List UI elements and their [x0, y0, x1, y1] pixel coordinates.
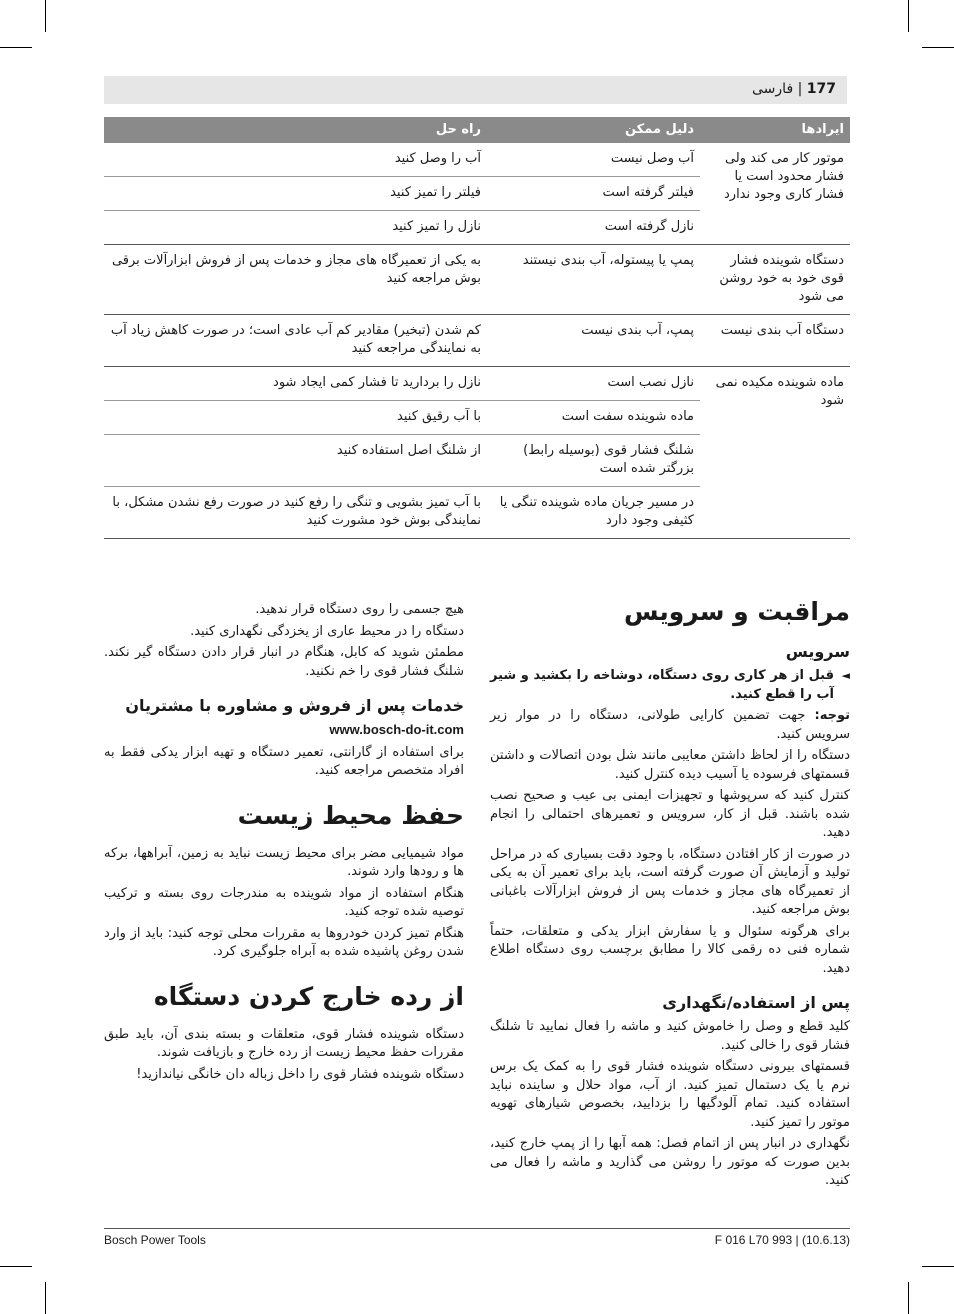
paragraph: قسمتهای بیرونی دستگاه شوینده فشار قوی را به کمک یک برس نرم یا یک دستمال تمیز کنید. از آب، مواد حلال و ساینده نباید استفاده کنید. تمام آلودگیها را بزدایید، بخصوص شیارهای تهویه موتور را تمیز کنید. — [490, 1059, 850, 1130]
cause-cell: نازل گرفته است — [487, 211, 700, 245]
warning-text: قبل از هر کاری روی دستگاه، دوشاخه را بکشید و شیر آب را قطع کنید. — [490, 668, 834, 702]
remedy-cell: نازل را تمیز کنید — [104, 211, 487, 245]
cause-cell: آب وصل نیست — [487, 143, 700, 177]
note-text: جهت تضمین کارایی طولانی، دستگاه را در موار زیر سرویس کنید. — [490, 708, 850, 742]
paragraph: دستگاه شوینده فشار قوی، متعلقات و بسته بندی آن، باید طبق مقررات حفظ محیط زیست از رده خارج و بازیافت شوند. — [104, 1026, 464, 1060]
footer-doc-code: F 016 L70 993 | (10.6.13) — [714, 1233, 850, 1247]
paragraph: نگهداری در انبار پس از اتمام فصل: همه آبها را از پمپ خارج کنید، بدین صورت که موتور را روشن می گذارید و ماشه را فعال می کنید. — [490, 1136, 850, 1188]
crop-mark — [908, 0, 909, 32]
after-use-heading: پس از استفاده/نگهداری — [662, 993, 850, 1012]
page-header-label — [752, 81, 836, 97]
header-divider — [847, 76, 850, 104]
cause-cell: ماده شوینده سفت است — [487, 401, 700, 435]
warning-bullet — [490, 667, 850, 704]
footer-divider — [104, 1228, 850, 1229]
table-row — [104, 367, 850, 401]
section-title-disposal: از رده خارج کردن دستگاه — [153, 981, 464, 1011]
fault-cell: دستگاه آب بندی نیست — [700, 315, 850, 367]
paragraph: دستگاه شوینده فشار قوی را داخل زباله دان خانگی نیاندازید! — [136, 1066, 464, 1082]
cause-cell: فیلتر گرفته است — [487, 177, 700, 211]
remedy-cell: کم شدن (تبخیر) مقادیر کم آب عادی است؛ در صورت کاهش زیاد آب به نمایندگی مراجعه کنید — [104, 315, 487, 367]
crop-mark — [0, 1266, 32, 1267]
crop-mark — [922, 1266, 954, 1267]
remedy-cell: به یکی از تعمیرگاه های مجاز و خدمات پس از فروش ابزارآلات برقی بوش مراجعه کنید — [104, 245, 487, 315]
paragraph: برای استفاده از گارانتی، تعمیر دستگاه و تهیه ابزار یدکی فقط به افراد متخصص مراجعه کنید. — [104, 744, 464, 778]
fault-cell: ماده شوینده مکیده نمی شود — [700, 367, 850, 539]
service-heading: سرویس — [785, 642, 850, 661]
remedy-cell: با آب رقیق کنید — [104, 401, 487, 435]
paragraph: هنگام تمیز کردن خودروها به مقررات محلی توجه کنید: باید از وارد شدن روغن پاشیده شده به آبراه جلوگیری کرد. — [104, 925, 464, 959]
paragraph: در صورت از کار افتادن دستگاه، با وجود دقت بسیاری که در مراحل تولید و آزمایش آن صورت گرفته است، باید برای تعمیر آن به یکی از تعمیرگاه های مجاز و خدمات پس از فروش ابزارآلات باغبانی بوش مراجعه کنید. — [490, 846, 850, 917]
crop-mark — [922, 47, 954, 48]
cause-cell: در مسیر جریان ماده شوینده تنگی یا کثیفی وجود دارد — [487, 487, 700, 539]
note-paragraph — [490, 707, 850, 744]
paragraph: هیچ جسمی را روی دستگاه قرار ندهید. — [255, 602, 464, 617]
header-fault: ایرادها — [700, 117, 850, 143]
paragraph: کنترل کنید که سرپوشها و تجهیزات ایمنی بی عیب و صحیح نصب شده باشند. قبل از کار، سرویس و تعمیرهای احتمالی را انجام دهید. — [490, 788, 850, 840]
crop-mark — [45, 0, 46, 32]
table-row — [104, 245, 850, 315]
paragraph: مطمئن شوید که کابل، هنگام در انبار قرار دادن دستگاه گیر نکند. شلنگ فشار قوی را خم نکنید. — [104, 645, 464, 679]
website-link[interactable]: www.bosch-do-it.com — [329, 722, 464, 737]
page-number: 177 — [806, 81, 836, 97]
paragraph: کلید قطع و وصل را خاموش کنید و ماشه را فعال نمایید تا شلنگ فشار قوی را خالی کنید. — [490, 1019, 850, 1053]
section-title-care: مراقبت و سرویس — [624, 597, 850, 626]
bullet-triangle-icon: ◄ — [841, 669, 850, 682]
page-header — [104, 76, 850, 104]
remedy-cell: فیلتر را تمیز کنید — [104, 177, 487, 211]
remedy-cell: آب را وصل کنید — [104, 143, 487, 177]
header-cause: دلیل ممکن — [487, 117, 700, 143]
paragraph: مواد شیمیایی مضر برای محیط زیست نباید به زمین، آبراهها، برکه ها و رودها وارد شوند. — [104, 845, 464, 879]
left-column — [104, 601, 464, 1087]
customer-service-heading: خدمات پس از فروش و مشاوره با مشتریان — [125, 696, 464, 715]
paragraph: هنگام استفاده از مواد شوینده به مندرجات روی بسته و ترکیب توصیه شده توجه کنید. — [104, 885, 464, 919]
header-remedy: راه حل — [104, 117, 487, 143]
footer-brand: Bosch Power Tools — [104, 1233, 206, 1247]
cause-cell: شلنگ فشار قوی (بوسیله رابط) بزرگتر شده است — [487, 435, 700, 487]
fault-cell: دستگاه شوینده فشار قوی خود به خود روشن می شود — [700, 245, 850, 315]
cause-cell: پمپ، آب بندی نیست — [487, 315, 700, 367]
crop-mark — [45, 1282, 46, 1314]
fault-cell: موتور کار می کند ولی فشار محدود است یا فشار کاری وجود ندارد — [700, 143, 850, 245]
remedy-cell: نازل را بردارید تا فشار کمی ایجاد شود — [104, 367, 487, 401]
section-title-environment: حفظ محیط زیست — [237, 800, 464, 830]
paragraph: دستگاه را از لحاظ داشتن معایبی مانند شل بودن اتصالات و داشتن قسمتهای فرسوده یا آسیب دیده کنترل کنید. — [490, 748, 850, 782]
crop-mark — [0, 47, 32, 48]
remedy-cell: از شلنگ اصل استفاده کنید — [104, 435, 487, 487]
cause-cell: پمپ یا پیستوله، آب بندی نیستند — [487, 245, 700, 315]
table-header-row — [104, 117, 850, 143]
remedy-cell: با آب تمیز بشویی و تنگی را رفع کنید در صورت رفع نشدن مشکل، با نمایندگی بوش خود مشورت کنید — [104, 487, 487, 539]
right-column — [490, 595, 850, 1194]
header-language: فارسی — [752, 81, 794, 97]
header-separator: | — [797, 81, 803, 97]
cause-cell: نازل نصب است — [487, 367, 700, 401]
paragraph: دستگاه را در محیط عاری از یخزدگی نگهداری کنید. — [190, 623, 464, 639]
crop-mark — [908, 1282, 909, 1314]
paragraph: برای هرگونه سئوال و یا سفارش ابزار یدکی و متعلقات، حتماً شماره فنی ده رقمی کالا را مطابق برچسب روی دستگاه اطلاع دهید. — [490, 923, 850, 976]
table-row — [104, 143, 850, 177]
troubleshooting-table — [104, 117, 850, 539]
note-label: توجه: — [814, 708, 850, 723]
table-row — [104, 315, 850, 367]
